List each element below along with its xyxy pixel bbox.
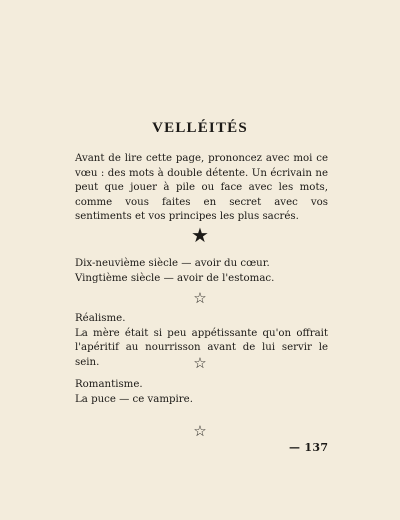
aphorism-text-romantisme: La puce — ce vampire.: [75, 393, 193, 405]
aphorism-line-19th-century: Dix-neuvième siècle — avoir du cœur.: [75, 258, 270, 269]
outline-star-separator-icon: ☆: [193, 289, 207, 307]
aphorism-line-20th-century: Vingtième siècle — avoir de l'estomac.: [75, 272, 275, 284]
aphorism-text-realisme: La mère était si peu appétissante qu'on offrait l'apéritif au nourrisson avant de lui servir le sein.: [75, 327, 328, 368]
aphorism-centuries: [75, 257, 328, 286]
aphorism-heading-realisme: Réalisme.: [75, 313, 126, 324]
intro-text: Avant de lire cette page, prononcez avec moi ce vœu : des mots à double détente. Un écrivain ne peut que jouer à pile ou face avec les mots, comme vous faites en secret avec vos sentiments et vos principes les plus sacrés.: [75, 153, 328, 223]
page-title: VELLÉITÉS: [152, 120, 248, 136]
aphorism-heading-romantisme: Romantisme.: [75, 379, 143, 390]
filled-star-separator-icon: ★: [191, 223, 209, 247]
aphorism-romantisme: [75, 378, 328, 407]
outline-star-separator-icon: ☆: [193, 354, 207, 372]
intro-paragraph: [75, 152, 328, 225]
page-number: — 137: [289, 441, 329, 454]
outline-star-separator-icon: ☆: [193, 422, 207, 440]
